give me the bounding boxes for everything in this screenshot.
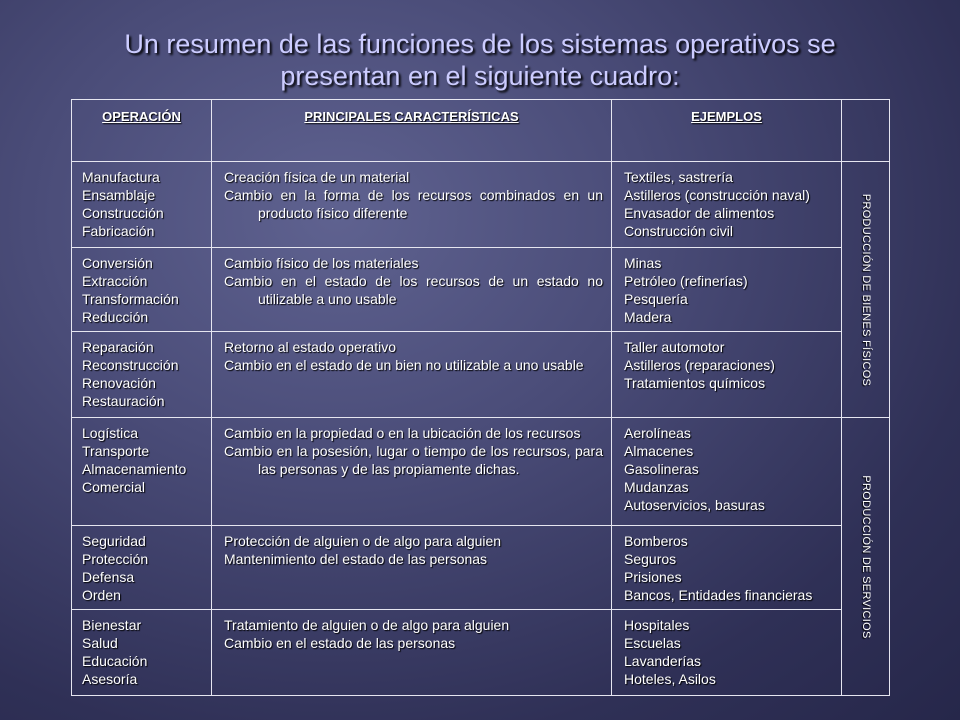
operation-item: Manufactura (82, 169, 160, 185)
example-item: Prisiones (624, 569, 682, 585)
example-item: Hospitales (624, 617, 690, 633)
examples-cell (612, 162, 842, 248)
operation-item: Logística (82, 425, 139, 441)
operation-item: Renovación (82, 375, 156, 391)
table-row (72, 248, 890, 332)
example-item: Astilleros (construcción naval) (624, 187, 810, 203)
operation-item: Asesoría (82, 671, 138, 687)
operation-item: Orden (82, 587, 121, 603)
characteristic-item: Mantenimiento del estado de las personas (224, 551, 488, 567)
characteristics-cell (212, 526, 612, 610)
characteristic-item: Cambio físico de los materiales (224, 255, 419, 271)
characteristic-item: Cambio en la forma de los recursos combinados en un producto físico diferente (224, 187, 603, 221)
example-item: Minas (624, 255, 662, 271)
example-item: Gasolineras (624, 461, 699, 477)
characteristic-item: Protección de alguien o de algo para alguien (224, 533, 502, 549)
example-item: Aerolíneas (624, 425, 691, 441)
operation-cell (72, 610, 212, 696)
characteristics-cell (212, 162, 612, 248)
examples-cell (612, 332, 842, 418)
example-item: Construcción civil (624, 223, 733, 239)
examples-cell (612, 418, 842, 526)
table-row (72, 162, 890, 248)
examples-cell (612, 248, 842, 332)
operation-item: Seguridad (82, 533, 146, 549)
characteristic-item: Creación física de un material (224, 169, 410, 185)
operation-item: Reparación (82, 339, 154, 355)
operation-cell (72, 332, 212, 418)
characteristic-item: Tratamiento de alguien o de algo para alguien (224, 617, 510, 633)
characteristics-cell (212, 418, 612, 526)
header-characteristics: PRINCIPALES CARACTERÍSTICAS (212, 100, 612, 162)
operation-cell (72, 418, 212, 526)
operation-item: Extracción (82, 273, 148, 289)
characteristic-item: Cambio en el estado de las personas (224, 635, 456, 651)
operation-item: Ensamblaje (82, 187, 156, 203)
operation-item: Restauración (82, 393, 165, 409)
example-item: Tratamientos químicos (624, 375, 766, 391)
example-item: Escuelas (624, 635, 681, 651)
operation-item: Reconstrucción (82, 357, 179, 373)
characteristics-cell (212, 248, 612, 332)
example-item: Textiles, sastrería (624, 169, 733, 185)
example-item: Envasador de alimentos (624, 205, 775, 221)
operation-item: Defensa (82, 569, 135, 585)
characteristic-item: Retorno al estado operativo (224, 339, 396, 355)
characteristic-item: Cambio en el estado de un bien no utilizable a uno usable (224, 357, 584, 373)
operation-cell (72, 526, 212, 610)
characteristics-cell (212, 610, 612, 696)
example-item: Almacenes (624, 443, 694, 459)
operation-item: Reducción (82, 309, 149, 325)
operation-item: Educación (82, 653, 148, 669)
title-line-1: Un resumen de las funciones de los sistemas operativos se (124, 29, 836, 59)
operation-item: Almacenamiento (82, 461, 187, 477)
example-item: Lavanderías (624, 653, 702, 669)
slide-title (60, 28, 900, 92)
example-item: Hoteles, Asilos (624, 671, 716, 687)
operation-item: Transformación (82, 291, 179, 307)
operations-summary-table (71, 99, 890, 696)
operation-item: Transporte (82, 443, 150, 459)
table-row (72, 418, 890, 526)
example-item: Mudanzas (624, 479, 689, 495)
header-row (72, 100, 890, 162)
examples-cell (612, 526, 842, 610)
side-label-services-text: PRODUCCIÓN DE SERVICIOS (859, 474, 872, 639)
operation-cell (72, 248, 212, 332)
header-side-empty (842, 100, 890, 162)
side-label-goods-text: PRODUCCIÓN DE BIENES FÍSICOS (859, 193, 872, 386)
example-item: Seguros (624, 551, 677, 567)
title-line-2: presentan en el siguiente cuadro: (280, 61, 680, 91)
operation-item: Conversión (82, 255, 153, 271)
operation-item: Fabricación (82, 223, 155, 239)
example-item: Pesquería (624, 291, 688, 307)
examples-cell (612, 610, 842, 696)
table-row (72, 332, 890, 418)
side-label-services (842, 418, 890, 696)
table-row (72, 610, 890, 696)
header-examples: EJEMPLOS (612, 100, 842, 162)
header-operation: OPERACIÓN (72, 100, 212, 162)
example-item: Petróleo (refinerías) (624, 273, 748, 289)
example-item: Taller automotor (624, 339, 725, 355)
example-item: Astilleros (reparaciones) (624, 357, 775, 373)
characteristic-item: Cambio en el estado de los recursos de un estado no utilizable a uno usable (224, 273, 603, 307)
table-row (72, 526, 890, 610)
characteristic-item: Cambio en la posesión, lugar o tiempo de los recursos, para las personas y de las propiamente dichas. (224, 443, 603, 477)
operation-item: Comercial (82, 479, 146, 495)
characteristic-item: Cambio en la propiedad o en la ubicación de los recursos (224, 425, 581, 441)
operation-item: Protección (82, 551, 149, 567)
operation-item: Construcción (82, 205, 164, 221)
operation-item: Salud (82, 635, 118, 651)
example-item: Bomberos (624, 533, 688, 549)
characteristics-cell (212, 332, 612, 418)
side-label-goods (842, 162, 890, 418)
operation-cell (72, 162, 212, 248)
example-item: Bancos, Entidades financieras (624, 587, 813, 603)
operation-item: Bienestar (82, 617, 142, 633)
example-item: Madera (624, 309, 672, 325)
example-item: Autoservicios, basuras (624, 497, 765, 513)
